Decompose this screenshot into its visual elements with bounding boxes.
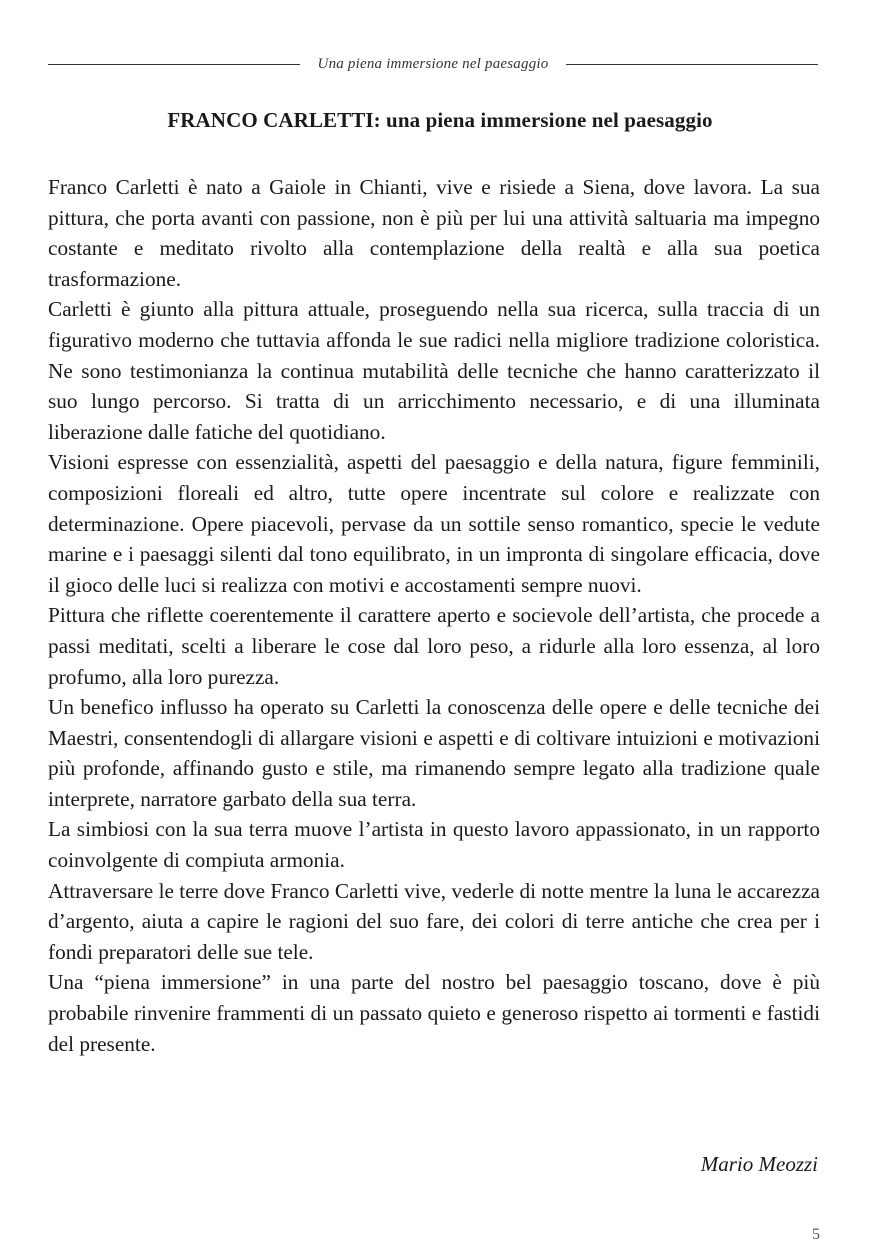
running-title: Una piena immersione nel paesaggio [317,56,549,72]
running-header [48,56,818,73]
header-rule-right [566,64,818,65]
paragraph: Pittura che riflette coerentemente il carattere aperto e socievole dell’artista, che procede a passi meditati, scelti a liberare le cose dal loro peso, a ridurle alla loro essenza, al loro profumo, alla loro purezza. [48,603,820,689]
paragraph: Franco Carletti è nato a Gaiole in Chianti, vive e risiede a Siena, dove lavora. La sua pittura, che porta avanti con passione, non è più per lui una attività saltuaria ma impegno costante e meditato rivolto alla contemplazione della realtà e alla sua poetica trasformazione. [48,175,820,291]
paragraph: Attraversare le terre dove Franco Carletti vive, vederle di notte mentre la luna le accarezza d’argento, aiuta a capire le ragioni del suo fare, dei colori di terre antiche che crea per i fondi preparatori delle sue tele. [48,878,820,964]
author-signature: Mario Meozzi [700,1152,818,1176]
paragraph: Un benefico influsso ha operato su Carletti la conoscenza delle opere e delle tecniche dei Maestri, consentendogli di allargare visioni e aspetti e di coltivare intuizioni e motivazioni più profonde, affinando gusto e stile, ma rimanendo sempre legato alla tradizione quale interprete, narratore garbato della sua terra. [48,695,820,811]
header-rule-left [48,64,300,65]
paragraph: Visioni espresse con essenzialità, aspetti del paesaggio e della natura, figure femminili, composizioni floreali ed altro, tutte opere incentrate sul colore e realizzate con determinazione. Opere piacevoli, pervase da un sottile senso romantico, specie le vedute marine e i paesaggi silenti dal tono equilibrato, in un impronta di singolare efficacia, dove il gioco delle luci si realizza con motivi e accostamenti sempre nuovi. [48,450,820,597]
paragraph: La simbiosi con la sua terra muove l’artista in questo lavoro appassionato, in un rapporto coinvolgente di compiuta armonia. [48,817,820,873]
paragraph: Una “piena immersione” in una parte del nostro bel paesaggio toscano, dove è più probabile rinvenire frammenti di un passato quieto e generoso rispetto ai tormenti e fastidi del presente. [48,970,820,1056]
paragraph: Carletti è giunto alla pittura attuale, proseguendo nella sua ricerca, sulla traccia di un figurativo moderno che tuttavia affonda le sue radici nella migliore tradizione coloristica. Ne sono testimonianza la continua mutabilità delle tecniche che hanno caratterizzato il suo lungo percorso. Si tratta di un arricchimento necessario, e di una illuminata liberazione dalle fatiche del quotidiano. [48,297,820,444]
article-body [48,172,820,1059]
article-title: FRANCO CARLETTI: una piena immersione nel paesaggio [167,108,713,132]
page-number: 5 [812,1226,820,1243]
